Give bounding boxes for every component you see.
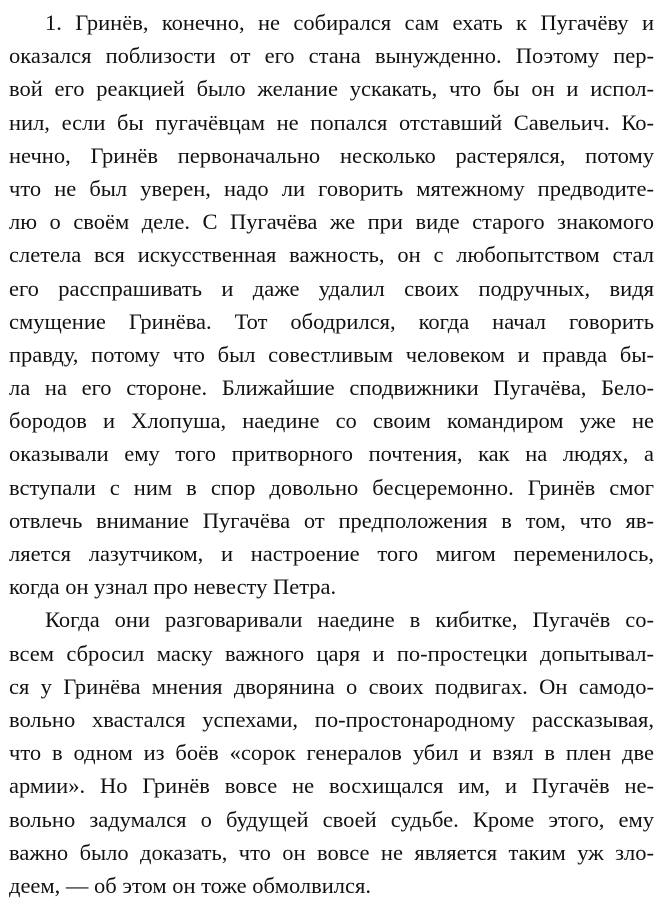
text-line: вольно задумался о будущей своей судьбе. Кроме этого, ему [9, 806, 654, 832]
text-line: что не был уверен, надо ли говорить мятежному предводите- [9, 175, 654, 201]
text-line: что в одном из боёв «сорок генералов убил и взял в плен две [9, 740, 654, 766]
text-line: ляется лазутчиком, и настроение того мигом переменилось, [9, 541, 654, 566]
paragraph-2 [9, 603, 654, 902]
text-line: всем сбросил маску важного царя и по-простецки допытывал- [9, 640, 654, 666]
text-line: вольно хвастался успехами, по-простонародному рассказывая, [9, 706, 654, 732]
paragraph-1 [9, 6, 654, 603]
text-line: деем, — об этом он тоже обмолвился. [9, 872, 371, 898]
text-line: слетела вся искусственная важность, он с любопытством стал [9, 242, 654, 268]
text-line: ся у Гринёва мнения дворянина о своих подвигах. Он самодо- [9, 673, 654, 699]
text-line: правду, потому что был совестливым человеком и правда бы- [9, 341, 654, 367]
text-line: когда он узнал про невесту Петра. [9, 574, 337, 600]
text-line: армии». Но Гринёв вовсе не восхищался им, и Пугачёв не- [9, 773, 654, 799]
text-line: нил, если бы пугачёвцам не попался отставший Савельич. Ко- [9, 109, 654, 135]
text-line: бородов и Хлопуша, наедине со своим командиром уже не [9, 408, 654, 434]
text-line: ла на его стороне. Ближайшие сподвижники Пугачёва, Бело- [9, 375, 654, 401]
text-line: его расспрашивать и даже удалил своих подручных, видя [9, 275, 654, 301]
text-line: Когда они разговаривали наедине в кибитке, Пугачёв со- [45, 607, 654, 633]
text-line: смущение Гринёва. Тот ободрился, когда начал говорить [9, 308, 654, 334]
text-line: вой его реакцией было желание ускакать, что бы он и испол- [9, 76, 654, 102]
text-line: оказывали ему того притворного почтения, как на людях, а [9, 441, 654, 467]
text-line: оказался поблизости от его стана вынужденно. Поэтому пер- [9, 43, 654, 69]
text-line: лю о своём деле. С Пугачёва же при виде старого знакомого [9, 209, 654, 235]
text-line: вступали с ним в спор довольно бесцеремонно. Гринёв смог [9, 474, 654, 500]
text-line: отвлечь внимание Пугачёва от предположения в том, что яв- [9, 507, 654, 533]
text-line: 1. Гринёв, конечно, не собирался сам ехать к Пугачёву и [45, 10, 654, 35]
text-line: нечно, Гринёв первоначально несколько растерялся, потому [9, 142, 654, 168]
text-line: важно было доказать, что он вовсе не является таким уж зло- [9, 839, 654, 865]
